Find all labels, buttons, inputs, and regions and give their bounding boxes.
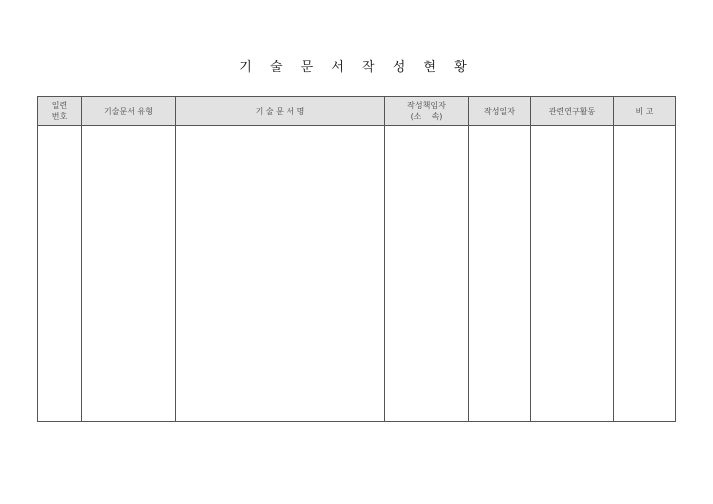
cell-serial-number[interactable]	[38, 126, 82, 422]
header-doc-name	[176, 97, 385, 126]
header-serial-number-line2: 번호	[51, 112, 68, 121]
header-remarks	[614, 97, 676, 126]
header-research-activity	[531, 97, 614, 126]
tech-doc-status-table	[37, 96, 676, 422]
header-serial-number-line1: 일련	[51, 101, 68, 110]
header-doc-type	[82, 97, 176, 126]
header-serial-number	[38, 97, 82, 126]
header-research-activity-label: 관련연구활동	[548, 106, 596, 116]
header-author-line1: 작성책임자	[407, 101, 446, 110]
table-row	[38, 126, 676, 422]
cell-author[interactable]	[385, 126, 469, 422]
header-date-label: 작성일자	[484, 106, 515, 116]
cell-date[interactable]	[469, 126, 531, 422]
header-doc-type-label: 기술문서 유형	[104, 106, 153, 116]
document-title: 기 술 문 서 작 성 현 황	[239, 60, 474, 75]
cell-doc-name[interactable]	[176, 126, 385, 422]
header-author	[385, 97, 469, 126]
header-row	[38, 97, 676, 126]
cell-research-activity[interactable]	[531, 126, 614, 422]
header-date	[469, 97, 531, 126]
header-doc-name-label: 기 술 문 서 명	[255, 106, 305, 116]
header-author-line2: (소 속)	[410, 112, 443, 121]
header-remarks-label: 비 고	[635, 106, 654, 116]
cell-doc-type[interactable]	[82, 126, 176, 422]
cell-remarks[interactable]	[614, 126, 676, 422]
